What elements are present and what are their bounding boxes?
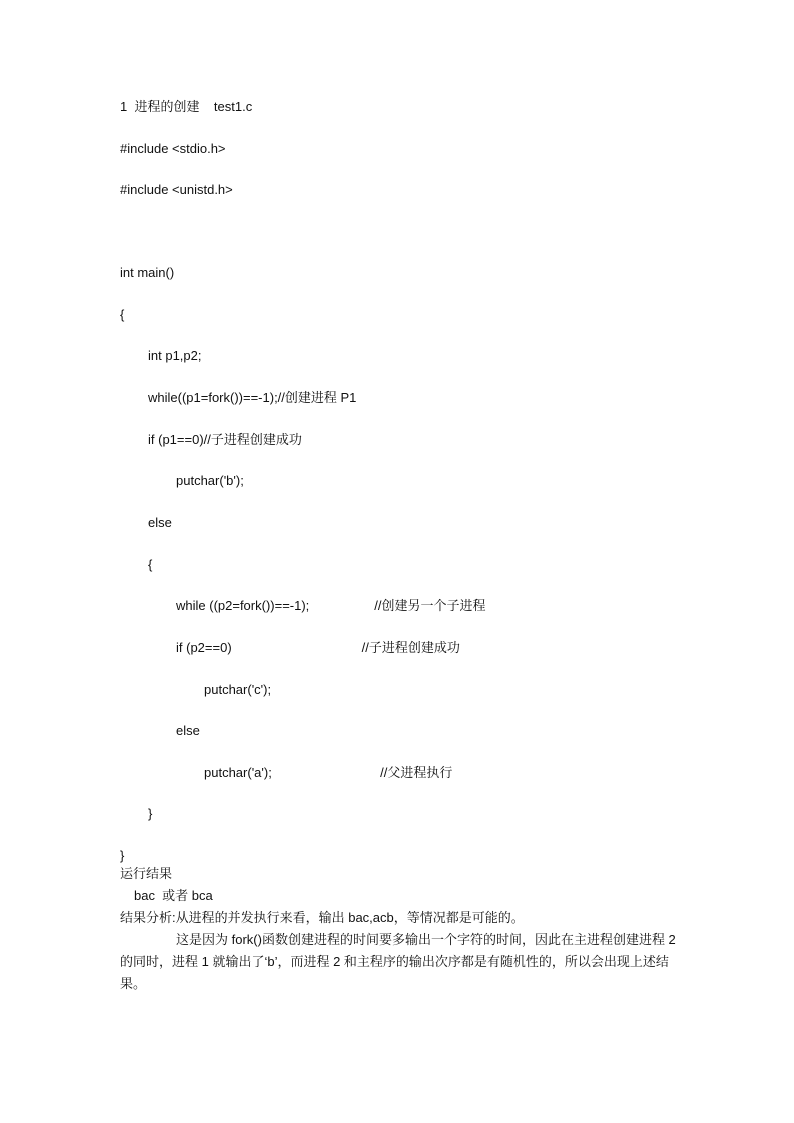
analysis-paragraph: 这是因为 fork()函数创建进程的时间要多输出一个字符的时间，因此在主进程创建进程 2 的同时，进程 1 就输出了‘b’，而进程 2 和主程序的输出次序都是有随机性的，所以会出现上述结果。 — [120, 932, 676, 991]
code-line-putchar-b: putchar('b'); — [176, 473, 244, 488]
analysis-label: 结果分析:从进程的并发执行来看，输出 bac,acb，等情况都是可能的。 — [120, 910, 524, 925]
result-value: bac 或者 bca — [134, 888, 213, 903]
section-heading: 1 进程的创建 test1.c — [120, 99, 253, 114]
code-line-inner-close-brace: } — [148, 806, 153, 821]
code-line-inner-open-brace: { — [148, 557, 153, 572]
code-line-putchar-a: putchar('a'); //父进程执行 — [204, 765, 453, 780]
code-line-open-brace: { — [120, 307, 125, 322]
code-line-include-stdio: #include <stdio.h> — [120, 141, 226, 156]
code-line-else: else — [148, 515, 172, 530]
result-label: 运行结果 — [120, 866, 173, 881]
code-line-include-unistd: #include <unistd.h> — [120, 182, 233, 197]
code-line-if-p1: if (p1==0)//子进程创建成功 — [148, 432, 302, 447]
code-line-fork-p1: while((p1=fork())==-1);//创建进程 P1 — [148, 390, 357, 405]
code-line-close-brace: } — [120, 848, 125, 863]
code-line-inner-else: else — [176, 723, 200, 738]
code-line-fork-p2: while ((p2=fork())==-1); //创建另一个子进程 — [176, 598, 486, 613]
code-line-declare: int p1,p2; — [148, 348, 202, 363]
code-line-putchar-c: putchar('c'); — [204, 682, 272, 697]
code-line-main: int main() — [120, 265, 175, 280]
code-line-if-p2: if (p2==0) //子进程创建成功 — [176, 640, 460, 655]
